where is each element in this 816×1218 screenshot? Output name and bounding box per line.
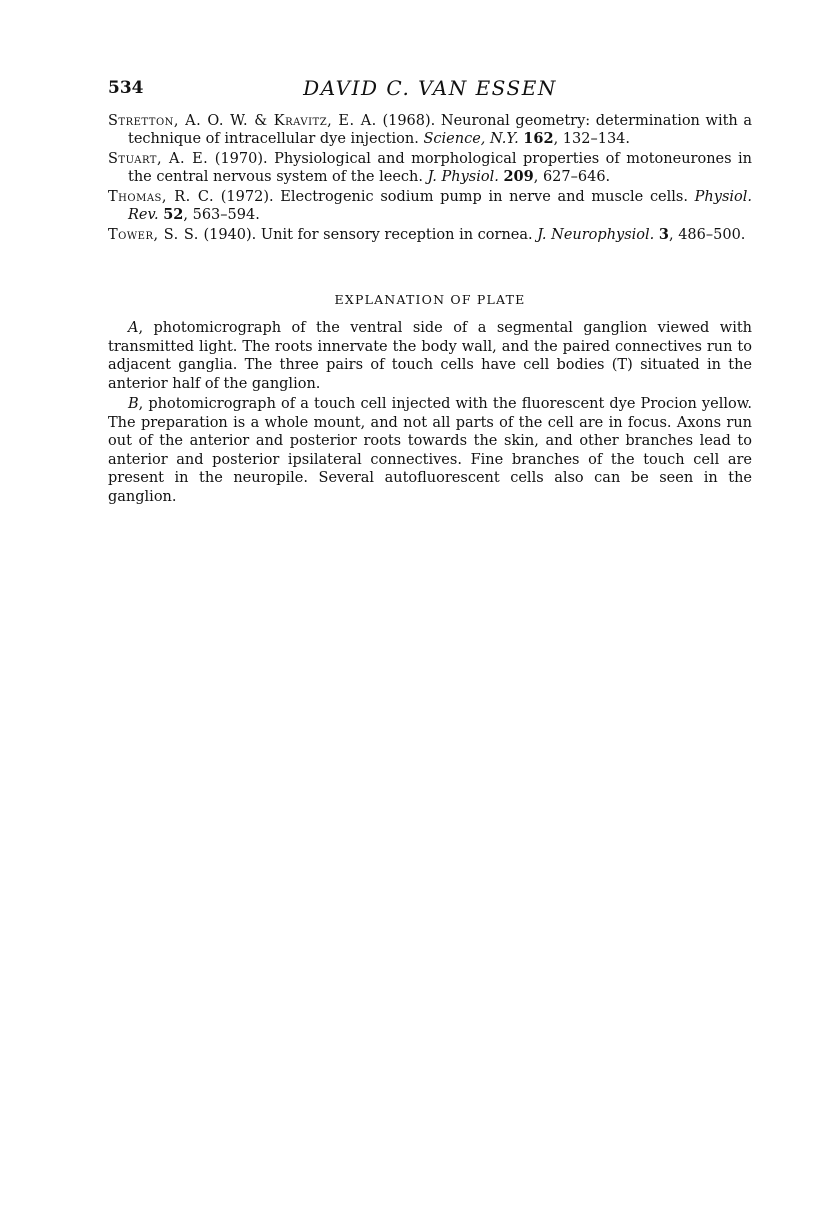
running-head xyxy=(108,76,752,108)
running-head-author: DAVID C. VAN ESSEN xyxy=(303,76,557,100)
reference-journal: Science, N.Y. xyxy=(423,131,519,147)
reference-year-title: (1940). Unit for sensory reception in cornea. xyxy=(203,227,533,243)
plate-label: B xyxy=(128,396,139,412)
reference-volume: 209 xyxy=(503,168,534,185)
reference-item xyxy=(108,226,752,244)
reference-journal: Physiol. Rev. xyxy=(128,189,752,223)
reference-item xyxy=(108,112,752,148)
reference-item xyxy=(108,188,752,224)
plate-caption-text: , photomicrograph of the ventral side of a segmental ganglion viewed with transmitted light. The roots innervate the body wall, and the paired connectives run to adjacent ganglia. The three pairs of touch cells have cell bodies (T) situated in the anterior half of the ganglion. xyxy=(108,320,752,392)
reference-authors: Stretton, A. O. W. & Kravitz, E. A. xyxy=(108,113,377,129)
plate-caption-a xyxy=(108,319,752,393)
reference-volume: 3 xyxy=(658,226,669,243)
reference-year-title: (1968). Neuronal geometry: determination with a technique of intracellular dye injection. xyxy=(128,113,753,147)
reference-year-title: (1970). Physiological and morphological properties of motoneurones in the central nervous system of the leech. xyxy=(128,151,753,185)
plate-caption-b xyxy=(108,395,752,506)
explanation-heading: EXPLANATION OF PLATE xyxy=(334,292,526,307)
reference-list xyxy=(108,112,752,244)
reference-pages: , 486–500. xyxy=(668,227,746,243)
reference-authors: Thomas, R. C. xyxy=(108,189,215,205)
page xyxy=(108,76,752,508)
reference-pages: , 563–594. xyxy=(183,207,260,223)
reference-year-title: (1972). Electrogenic sodium pump in nerve and muscle cells. xyxy=(220,189,688,205)
reference-journal: J. Neurophysiol. xyxy=(537,227,655,243)
plate-label: A xyxy=(128,320,139,336)
page-number: 534 xyxy=(108,78,144,98)
reference-volume: 162 xyxy=(523,130,554,147)
reference-journal: J. Physiol. xyxy=(427,169,499,185)
reference-authors: Tower, S. S. xyxy=(108,227,199,243)
reference-pages: , 627–646. xyxy=(533,169,611,185)
reference-pages: , 132–134. xyxy=(553,131,631,147)
reference-item xyxy=(108,150,752,186)
reference-volume: 52 xyxy=(163,206,184,223)
reference-authors: Stuart, A. E. xyxy=(108,151,209,167)
plate-caption-text: , photomicrograph of a touch cell injected with the fluorescent dye Procion yellow. The preparation is a whole mount, and not all parts of the cell are in focus. Axons run out of the anterior and posterior roots towards the skin, and other branches lead to anterior and posterior ipsilateral connectives. Fine branches of the touch cell are present in the neuropile. Several autofluorescent cells also can be seen in the ganglion. xyxy=(108,396,752,505)
